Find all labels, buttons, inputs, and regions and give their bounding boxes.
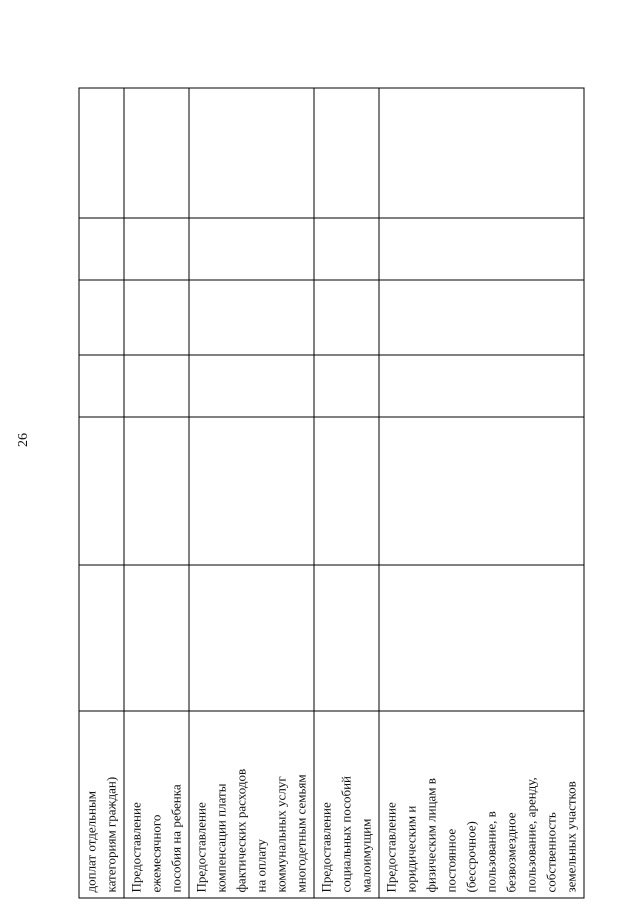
empty-cell [379, 565, 584, 711]
empty-cell [189, 417, 314, 565]
empty-cell [314, 280, 379, 355]
empty-cell [189, 565, 314, 711]
empty-cell [379, 280, 584, 355]
empty-cell [124, 218, 189, 280]
empty-cell [189, 218, 314, 280]
document-table [79, 87, 585, 898]
empty-cell [79, 355, 124, 417]
page-number: 26 [16, 433, 31, 447]
empty-cell [124, 417, 189, 565]
empty-cell [189, 88, 314, 218]
table-row [79, 88, 124, 898]
empty-cell [79, 280, 124, 355]
empty-cell [124, 88, 189, 218]
document-table-wrapper [79, 88, 579, 898]
empty-cell [124, 565, 189, 711]
empty-cell [79, 417, 124, 565]
empty-cell [379, 218, 584, 280]
empty-cell [124, 355, 189, 417]
service-name-cell: Предоставление юридическим и физическим лицам в постоянное (бессрочное) пользование, в безвозмездное пользование, аренду, собственность земельных участков [379, 711, 584, 898]
table-row [314, 88, 379, 898]
table-row [189, 88, 314, 898]
empty-cell [79, 565, 124, 711]
empty-cell [314, 218, 379, 280]
empty-cell [189, 355, 314, 417]
service-name-cell: Предоставление компенсации платы фактических расходов на оплату коммунальных услуг многодетным семьям [189, 711, 314, 898]
empty-cell [379, 355, 584, 417]
empty-cell [124, 280, 189, 355]
empty-cell [314, 88, 379, 218]
table-row [124, 88, 189, 898]
empty-cell [79, 88, 124, 218]
empty-cell [314, 355, 379, 417]
empty-cell [379, 88, 584, 218]
service-name-cell: доплат отдельным категориям граждан) [79, 711, 124, 898]
table-row [379, 88, 584, 898]
empty-cell [379, 417, 584, 565]
service-name-cell: Предоставление ежемесячного пособия на ребенка [124, 711, 189, 898]
service-name-cell: Предоставление социальных пособий малоимущим [314, 711, 379, 898]
empty-cell [189, 280, 314, 355]
empty-cell [314, 417, 379, 565]
empty-cell [314, 565, 379, 711]
empty-cell [79, 218, 124, 280]
